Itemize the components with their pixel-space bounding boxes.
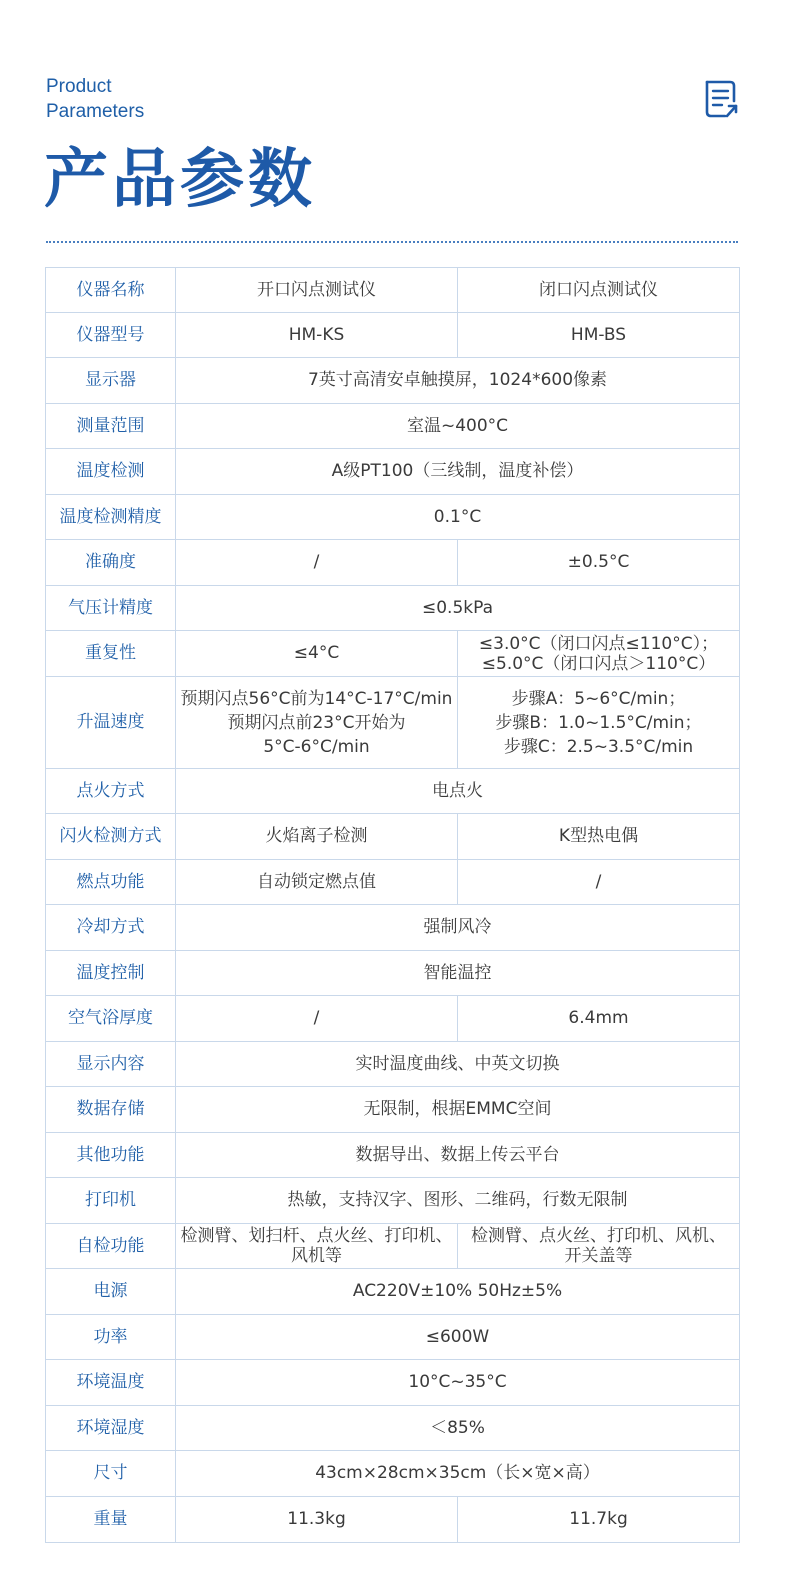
table-row (46, 677, 740, 769)
table-row (46, 358, 740, 404)
param-label: 仪器型号 (46, 313, 176, 358)
param-label: 环境温度 (46, 1360, 176, 1406)
table-row (46, 268, 740, 313)
param-value-merged: 数据导出、数据上传云平台 (176, 1133, 740, 1178)
table-row (46, 1224, 740, 1269)
param-value-merged: 无限制，根据EMMC空间 (176, 1087, 740, 1133)
param-value-closed-cup: K型热电偶 (458, 814, 740, 860)
param-value-line: 步骤C：2.5~3.5°C/min (503, 736, 694, 757)
param-label: 空气浴厚度 (46, 996, 176, 1042)
param-label: 打印机 (46, 1178, 176, 1224)
param-value-merged: ＜85% (176, 1406, 740, 1451)
param-label: 仪器名称 (46, 268, 176, 313)
table-row (46, 905, 740, 951)
param-label: 重量 (46, 1497, 176, 1543)
param-value-open-cup: 火焰离子检测 (176, 814, 458, 860)
param-value-open-cup (176, 1224, 458, 1269)
param-label: 其他功能 (46, 1133, 176, 1178)
param-label: 准确度 (46, 540, 176, 586)
table-row (46, 814, 740, 860)
param-value-merged: 电点火 (176, 769, 740, 814)
param-label: 显示器 (46, 358, 176, 404)
param-value-merged: 实时温度曲线、中英文切换 (176, 1042, 740, 1087)
param-label: 燃点功能 (46, 860, 176, 905)
table-row (46, 1360, 740, 1406)
header-english-line1: Product (46, 76, 112, 97)
table-row (46, 1315, 740, 1360)
param-value-open-cup: / (176, 540, 458, 586)
header-english-line2: Parameters (46, 101, 145, 122)
param-label: 气压计精度 (46, 586, 176, 631)
param-value-closed-cup: ±0.5°C (458, 540, 740, 586)
param-value-closed-cup (458, 1224, 740, 1269)
param-label: 点火方式 (46, 769, 176, 814)
param-value-open-cup: HM-KS (176, 313, 458, 358)
table-row (46, 769, 740, 814)
table-row (46, 1133, 740, 1178)
param-value-closed-cup: HM-BS (458, 313, 740, 358)
table-row (46, 540, 740, 586)
param-label: 自检功能 (46, 1224, 176, 1269)
param-value-merged: 43cm×28cm×35cm（长×宽×高） (176, 1451, 740, 1497)
param-label: 测量范围 (46, 404, 176, 449)
param-value-line: ≤5.0°C（闭口闪点＞110°C） (481, 653, 716, 674)
param-value-open-cup: / (176, 996, 458, 1042)
param-value-line: 检测臂、划扫杆、点火丝、打印机、 (180, 1226, 453, 1246)
table-row (46, 586, 740, 631)
param-value-closed-cup: 6.4mm (458, 996, 740, 1042)
param-label: 数据存储 (46, 1087, 176, 1133)
table-row (46, 631, 740, 677)
table-row (46, 449, 740, 495)
table-row (46, 1087, 740, 1133)
param-label: 环境湿度 (46, 1406, 176, 1451)
param-value-closed-cup: 闭口闪点测试仪 (458, 268, 740, 313)
param-value-line: 检测臂、点火丝、打印机、风机、 (471, 1226, 726, 1246)
param-value-line: 5°C-6°C/min (263, 736, 370, 757)
document-icon (703, 79, 739, 119)
param-value-open-cup (176, 677, 458, 769)
param-value-line: 预期闪点前23°C开始为 (227, 712, 406, 733)
param-value-merged: ≤0.5kPa (176, 586, 740, 631)
table-row (46, 404, 740, 449)
param-value-merged: 7英寸高清安卓触摸屏，1024*600像素 (176, 358, 740, 404)
table-row (46, 951, 740, 996)
param-label: 显示内容 (46, 1042, 176, 1087)
table-row (46, 1178, 740, 1224)
param-label: 尺寸 (46, 1451, 176, 1497)
table-row (46, 1042, 740, 1087)
param-value-line: 开关盖等 (564, 1246, 633, 1266)
param-value-merged: AC220V±10% 50Hz±5% (176, 1269, 740, 1315)
param-value-line: 预期闪点56°C前为14°C-17°C/min (180, 688, 453, 709)
param-label: 功率 (46, 1315, 176, 1360)
param-value-merged: A级PT100（三线制，温度补偿） (176, 449, 740, 495)
param-value-merged: 强制风冷 (176, 905, 740, 951)
table-row (46, 313, 740, 358)
header-english (46, 74, 144, 124)
page-title: 产品参数 (44, 142, 316, 217)
param-label: 冷却方式 (46, 905, 176, 951)
table-row (46, 1406, 740, 1451)
table-row (46, 1451, 740, 1497)
param-value-closed-cup (458, 631, 740, 677)
table-row (46, 860, 740, 905)
param-value-merged: 智能温控 (176, 951, 740, 996)
param-label: 升温速度 (46, 677, 176, 769)
table-row (46, 1269, 740, 1315)
table-row (46, 996, 740, 1042)
param-value-merged: 0.1°C (176, 495, 740, 540)
param-value-open-cup: 开口闪点测试仪 (176, 268, 458, 313)
param-label: 温度控制 (46, 951, 176, 996)
param-value-merged: ≤600W (176, 1315, 740, 1360)
param-label: 电源 (46, 1269, 176, 1315)
param-label: 温度检测 (46, 449, 176, 495)
param-value-line: 风机等 (291, 1246, 342, 1266)
param-value-line: ≤3.0°C（闭口闪点≤110°C）； (478, 633, 719, 654)
param-value-closed-cup (458, 677, 740, 769)
param-value-merged: 热敏，支持汉字、图形、二维码，行数无限制 (176, 1178, 740, 1224)
param-label: 闪火检测方式 (46, 814, 176, 860)
param-value-merged: 10°C~35°C (176, 1360, 740, 1406)
parameters-table-wrapper (45, 267, 739, 1543)
param-label: 重复性 (46, 631, 176, 677)
param-value-merged: 室温~400°C (176, 404, 740, 449)
param-value-closed-cup: 11.7kg (458, 1497, 740, 1543)
parameters-table (45, 267, 740, 1543)
param-value-open-cup: ≤4°C (176, 631, 458, 677)
param-value-line: 步骤A：5~6°C/min； (511, 688, 686, 709)
dotted-divider (46, 241, 738, 243)
param-value-line: 步骤B：1.0~1.5°C/min； (495, 712, 702, 733)
param-value-open-cup: 自动锁定燃点值 (176, 860, 458, 905)
param-value-open-cup: 11.3kg (176, 1497, 458, 1543)
table-row (46, 1497, 740, 1543)
param-value-closed-cup: / (458, 860, 740, 905)
param-label: 温度检测精度 (46, 495, 176, 540)
table-row (46, 495, 740, 540)
parameters-table-body (46, 268, 740, 1543)
